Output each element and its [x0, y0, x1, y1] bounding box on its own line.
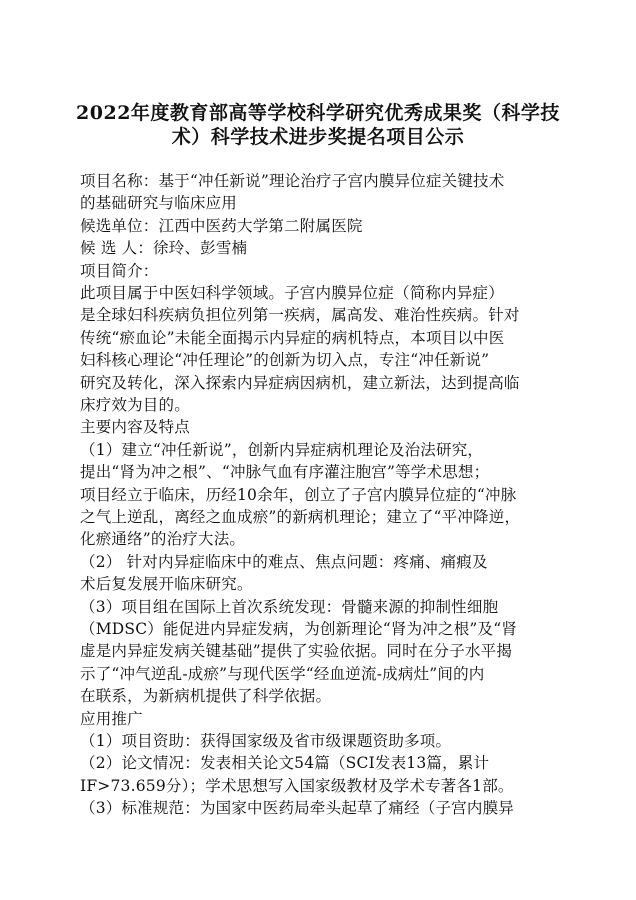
body-text-line: 是全球妇科疾病负担位列第一疾病，属高发、难治性疾病。针对 — [80, 306, 520, 325]
body-text-line: 传统“瘀血论”未能全面揭示内异症的病机特点，本项目以中医 — [80, 328, 505, 347]
body-text-line: 床疗效为目的。 — [80, 396, 190, 414]
body-text-line: 虚是内异症发病关键基础”提供了实验依据。同时在分子水平揭 — [80, 642, 513, 661]
body-text-line: 在联系，为新病机提供了科学依据。 — [80, 687, 332, 706]
body-text-line: （2）论文情况：发表相关论文54篇（SCI发表13篇，累计 — [80, 754, 490, 773]
body-text-line: 应用推广 — [80, 709, 143, 728]
body-text-line: （1）项目资助：获得国家级及省市级课题资助多项。 — [80, 732, 452, 750]
body-text-line: 之气上逆乱，离经之血成瘀”的新病机理论；建立了“平冲降逆， — [80, 508, 521, 526]
body-text-line: 的基础研究与临床应用 — [80, 194, 238, 213]
body-text-line: IF>73.659分）；学术思想写入国家级教材及学术专著各1部。 — [80, 776, 514, 795]
body-text-line: 化瘀通络”的治疗大法。 — [80, 530, 246, 549]
body-text-line: 术后复发展开临床研究。 — [80, 575, 253, 594]
body-text-line: 妇科核心理论“冲任理论”的创新为切入点，专注“冲任新说” — [80, 351, 490, 370]
document-title-line-2: 术）科学技术进步奖提名项目公示 — [171, 126, 465, 148]
body-text-line: 此项目属于中医妇科学领域。子宫内膜异位症（简称内异症） — [80, 284, 504, 302]
body-text-line: 项目经立于临床，历经10余年，创立了子宫内膜异位症的“冲脉 — [80, 485, 517, 504]
body-text-line: 项目名称：基于“冲任新说”理论治疗子宫内膜异位症关键技术 — [80, 172, 505, 190]
body-text-line: 项目简介： — [80, 261, 159, 280]
body-text-line: （3）项目组在国际上首次系统发现：骨髓来源的抑制性细胞 — [80, 597, 499, 616]
document-title-line-1: 2022年度教育部高等学校科学研究优秀成果奖（科学技 — [76, 102, 560, 124]
body-text-line: 示了“冲气逆乱-成瘀”与现代医学“经血逆流-成病灶”间的内 — [80, 664, 485, 683]
body-text-line: 提出“肾为冲之根”、“冲脉气血有序灌注胞宫”等学术思想； — [80, 463, 490, 482]
body-text-line: 候 选 人：徐玲、彭雪楠 — [80, 239, 248, 258]
body-text-line: （2） 针对内异症临床中的难点、焦点问题：疼痛、痛瘕及 — [80, 552, 488, 571]
body-text-line: （MDSC）能促进内异症发病，为创新理论“肾为冲之根”及“肾 — [80, 620, 518, 638]
body-text-line: （1）建立“冲任新说”，创新内异症病机理论及治法研究， — [80, 440, 484, 459]
body-text-line: 研究及转化，深入探索内异症病因病机，建立新法，达到提高临 — [80, 373, 520, 392]
body-text-line: （3）标准规范：为国家中医药局牵头起草了痛经（子宫内膜异 — [80, 799, 514, 818]
body-text-line: 候选单位：江西中医药大学第二附属医院 — [80, 216, 363, 235]
body-text-line: 主要内容及特点 — [80, 418, 190, 437]
